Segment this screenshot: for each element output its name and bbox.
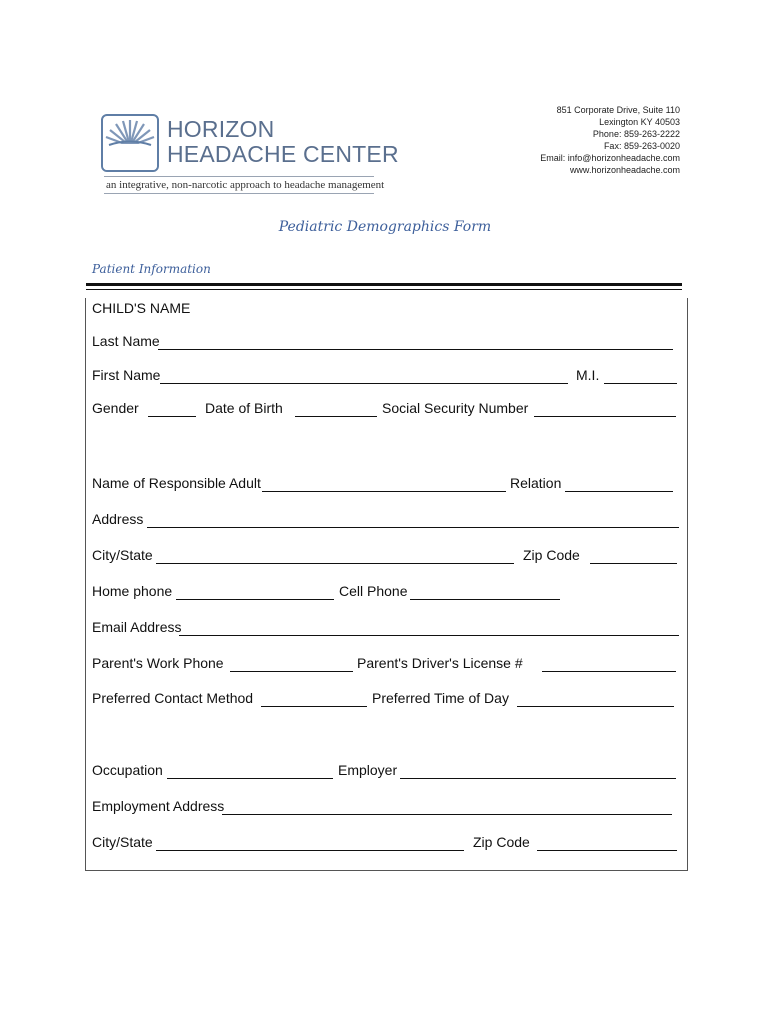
row-first-name (92, 367, 680, 387)
cell-phone-label: Cell Phone (339, 583, 408, 599)
time-of-day-label: Preferred Time of Day (372, 690, 509, 706)
parent-work-phone-field[interactable] (230, 671, 353, 672)
email-label: Email Address (92, 619, 182, 635)
time-of-day-field[interactable] (517, 706, 674, 707)
row-email (92, 619, 680, 639)
row-contact-preferences (92, 690, 680, 710)
contact-method-field[interactable] (261, 706, 367, 707)
contact-address: 851 Corporate Drive, Suite 110 (556, 105, 680, 115)
first-name-field[interactable] (160, 383, 568, 384)
zip-field[interactable] (590, 563, 677, 564)
parent-work-phone-label: Parent's Work Phone (92, 655, 224, 671)
last-name-label: Last Name (92, 333, 160, 349)
dob-field[interactable] (295, 416, 377, 417)
employment-address-label: Employment Address (92, 798, 225, 814)
parent-license-field[interactable] (542, 671, 676, 672)
contact-method-label: Preferred Contact Method (92, 690, 254, 706)
employer-city-state-label: City/State (92, 834, 153, 850)
mi-label: M.I. (576, 367, 600, 383)
ssn-label: Social Security Number (382, 400, 529, 416)
employer-zip-label: Zip Code (473, 834, 530, 850)
occupation-label: Occupation (92, 762, 163, 778)
city-state-field[interactable] (156, 563, 514, 564)
responsible-adult-label: Name of Responsible Adult (92, 475, 261, 491)
address-field[interactable] (147, 527, 679, 528)
dob-label: Date of Birth (205, 400, 283, 416)
logo-sunburst-icon (101, 114, 159, 172)
contact-city: Lexington KY 40503 (599, 117, 680, 127)
row-parent-info (92, 655, 680, 675)
row-gender-dob-ssn (92, 400, 680, 420)
home-phone-field[interactable] (176, 599, 334, 600)
responsible-adult-field[interactable] (262, 491, 506, 492)
address-label: Address (92, 511, 144, 527)
employer-zip-field[interactable] (537, 850, 677, 851)
zip-label: Zip Code (523, 547, 580, 563)
contact-block (540, 104, 680, 176)
employer-city-state-field[interactable] (156, 850, 464, 851)
relation-label: Relation (510, 475, 562, 491)
form-title: Pediatric Demographics Form (278, 219, 492, 235)
logo-tagline: an integrative, non-narcotic approach to headache management (104, 176, 374, 194)
occupation-field[interactable] (167, 778, 333, 779)
contact-website: www.horizonheadache.com (569, 165, 680, 175)
home-phone-label: Home phone (92, 583, 173, 599)
cell-phone-field[interactable] (410, 599, 560, 600)
section-title: Patient Information (92, 262, 211, 276)
logo-wordmark-line1: HORIZON (167, 116, 275, 142)
row-address (92, 511, 680, 531)
row-employer-city-state (92, 834, 680, 854)
ssn-field[interactable] (534, 416, 676, 417)
email-field[interactable] (179, 635, 679, 636)
mi-field[interactable] (604, 383, 677, 384)
employment-address-field[interactable] (222, 814, 672, 815)
row-phones (92, 583, 680, 603)
employer-field[interactable] (400, 778, 676, 779)
row-employment-address (92, 798, 680, 818)
childs-name-heading: CHILD'S NAME (92, 300, 191, 316)
relation-field[interactable] (565, 491, 673, 492)
employer-label: Employer (338, 762, 398, 778)
city-state-label: City/State (92, 547, 153, 563)
section-divider (86, 283, 682, 286)
first-name-label: First Name (92, 367, 161, 383)
row-city-state (92, 547, 680, 567)
section-divider-thin (86, 289, 682, 290)
gender-field[interactable] (148, 416, 196, 417)
contact-fax: Fax: 859-263-0020 (603, 141, 680, 151)
gender-label: Gender (92, 400, 139, 416)
contact-phone: Phone: 859-263-2222 (592, 129, 680, 139)
row-occupation (92, 762, 680, 782)
parent-license-label: Parent's Driver's License # (357, 655, 523, 671)
logo-wordmark-line2: HEADACHE CENTER (167, 141, 399, 167)
row-responsible-adult (92, 475, 680, 495)
last-name-field[interactable] (158, 349, 673, 350)
contact-email: Email: info@horizonheadache.com (540, 153, 680, 163)
row-last-name (92, 333, 680, 353)
